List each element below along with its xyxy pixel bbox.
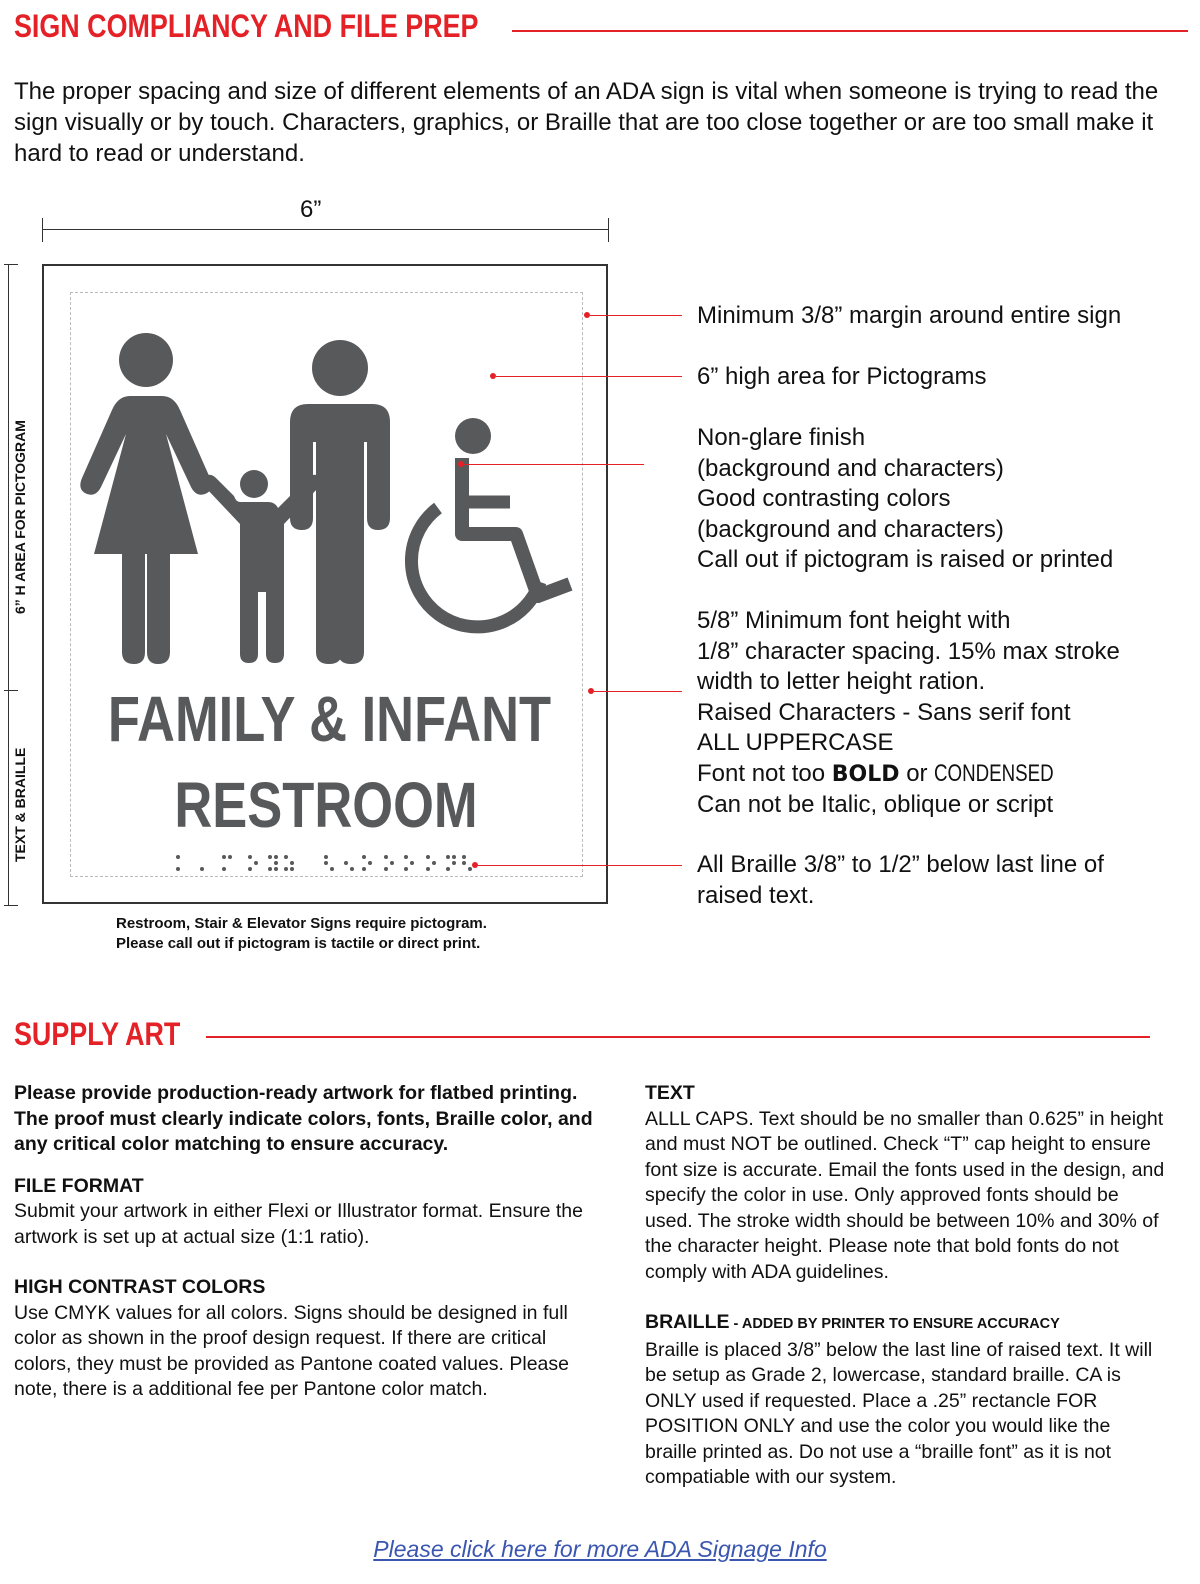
callout-font-line6-mid: or: [899, 759, 935, 787]
section-rule-supply: [206, 1036, 1150, 1038]
callout-margin: Minimum 3/8” margin around entire sign: [697, 302, 1122, 329]
height-bracket-line: [8, 264, 9, 906]
pictogram-group: [70, 330, 590, 670]
file-format-body: Submit your artwork in either Flexi or Illustrator format. Ensure the artwork is set up at actual size (1:1 ratio).: [14, 1200, 583, 1248]
callout-braille-line2: raised text.: [697, 881, 815, 909]
callout-font-condensed-word: CONDENSED: [934, 759, 1054, 787]
contrast-heading: HIGH CONTRAST COLORS: [14, 1276, 266, 1298]
braille-heading-main: BRAILLE: [645, 1311, 730, 1333]
woman-icon: [80, 333, 211, 664]
height-bracket-tick-top: [4, 264, 18, 265]
callout-font-line5: ALL UPPERCASE: [697, 729, 894, 756]
height-bracket-tick-bottom: [4, 905, 18, 906]
width-dimension-label: 6”: [300, 196, 322, 223]
supply-left-column: [14, 1081, 594, 1403]
diagram-caption-line1: Restroom, Stair & Elevator Signs require pictogram.: [116, 915, 487, 932]
contrast-body: Use CMYK values for all colors. Signs should be designed in full color as shown in the proof design request. If there are critical colors, they must be provided as Pantone coated values. Please note, there is a additional fee per Pantone color match.: [14, 1301, 569, 1400]
callout-font-line2: 1/8” character spacing. 15% max stroke: [697, 637, 1120, 665]
callout-finish-line2: (background and characters): [697, 454, 1004, 482]
callout-finish-line3: Good contrasting colors: [697, 485, 951, 512]
width-dimension-tick-left: [42, 218, 43, 242]
leader-line-braille: [478, 865, 682, 866]
callout-font-line7: Can not be Italic, oblique or script: [697, 791, 1054, 818]
sign-text-line2: RESTROOM: [174, 769, 478, 841]
text-heading: TEXT: [645, 1082, 695, 1104]
leader-line-font: [594, 691, 682, 692]
braille-heading: [645, 1310, 1165, 1338]
text-body: ALLL CAPS. Text should be no smaller than 0.625” in height and must NOT be outlined. Check “T” cap height to ensure font size is accurate. Email the fonts used in the design, and specify the color in use. Only approved fonts should be used. The stroke width should be between 10% and 30% of the character height. Please note that bold fonts do not comply with ADA guidelines.: [645, 1107, 1165, 1283]
pictogram-area-side-label: 6” H AREA FOR PICTOGRAM: [12, 420, 28, 614]
intro-paragraph: The proper spacing and size of different elements of an ADA sign is vital when someone is trying to read the sign visually or by touch. Characters, graphics, or Braille that are too close together or are too small make it hard to read or understand.: [14, 78, 1159, 167]
file-format-heading: FILE FORMAT: [14, 1174, 144, 1197]
leader-line-pictogram: [496, 376, 682, 377]
braille-dots-icon: [174, 853, 474, 879]
callout-braille: [697, 850, 1104, 911]
supply-lead: Please provide production-ready artwork for flatbed printing. The proof must clearly indicate colors, fonts, Braille color, and any critical color matching to ensure accuracy.: [14, 1082, 593, 1155]
diagram-caption: [116, 914, 487, 954]
section-title-supply-art: SUPPLY ART: [14, 1016, 181, 1052]
callout-font-line6-pre: Font not too: [697, 759, 832, 787]
callout-font-line3: width to letter height ration.: [697, 668, 986, 695]
ada-info-link[interactable]: Please click here for more ADA Signage Info: [373, 1536, 827, 1562]
callout-finish-line5: Call out if pictogram is raised or printed: [697, 546, 1114, 573]
text-braille-side-label: TEXT & BRAILLE: [12, 747, 28, 862]
braille-body: Braille is placed 3/8” below the last line of raised text. It will be setup as Grade 2, lowercase, standard braille. CA is ONLY used if requested. Place a .25” rectancle FOR POSITION ONLY and use the color you would like the braille printed as. Do not use a “braille font” as it is not compatiable with our system.: [645, 1338, 1153, 1488]
section-title-compliancy: SIGN COMPLIANCY AND FILE PREP: [14, 8, 479, 44]
leader-line-finish: [464, 464, 644, 465]
callout-font-line1: 5/8” Minimum font height with: [697, 607, 1011, 634]
supply-right-column: [645, 1081, 1165, 1491]
sign-text-line1: FAMILY & INFANT: [107, 683, 552, 755]
callout-finish-line1: Non-glare finish: [697, 424, 866, 451]
wheelchair-icon: [411, 418, 570, 627]
callout-font: [697, 606, 1120, 821]
callout-finish-line4: (background and characters): [697, 515, 1004, 543]
leader-line-margin: [590, 315, 682, 316]
man-icon: [290, 340, 390, 664]
width-dimension-tick-right: [608, 218, 609, 242]
width-dimension-line: [42, 229, 609, 230]
callout-font-line6: [697, 759, 1120, 791]
callout-braille-line1: All Braille 3/8” to 1/2” below last line of: [697, 851, 1104, 878]
callout-font-bold-word: BOLD: [831, 761, 900, 787]
section-rule: [512, 30, 1188, 32]
diagram-caption-line2: Please call out if pictogram is tactile or direct print.: [116, 935, 481, 952]
callout-finish: [697, 423, 1113, 576]
braille-heading-suffix: - ADDED BY PRINTER TO ENSURE ACCURACY: [729, 1316, 1060, 1332]
callout-pictogram-area: 6” high area for Pictograms: [697, 363, 987, 390]
callout-font-line4: Raised Characters - Sans serif font: [697, 698, 1071, 726]
height-bracket-tick-mid: [4, 690, 18, 691]
